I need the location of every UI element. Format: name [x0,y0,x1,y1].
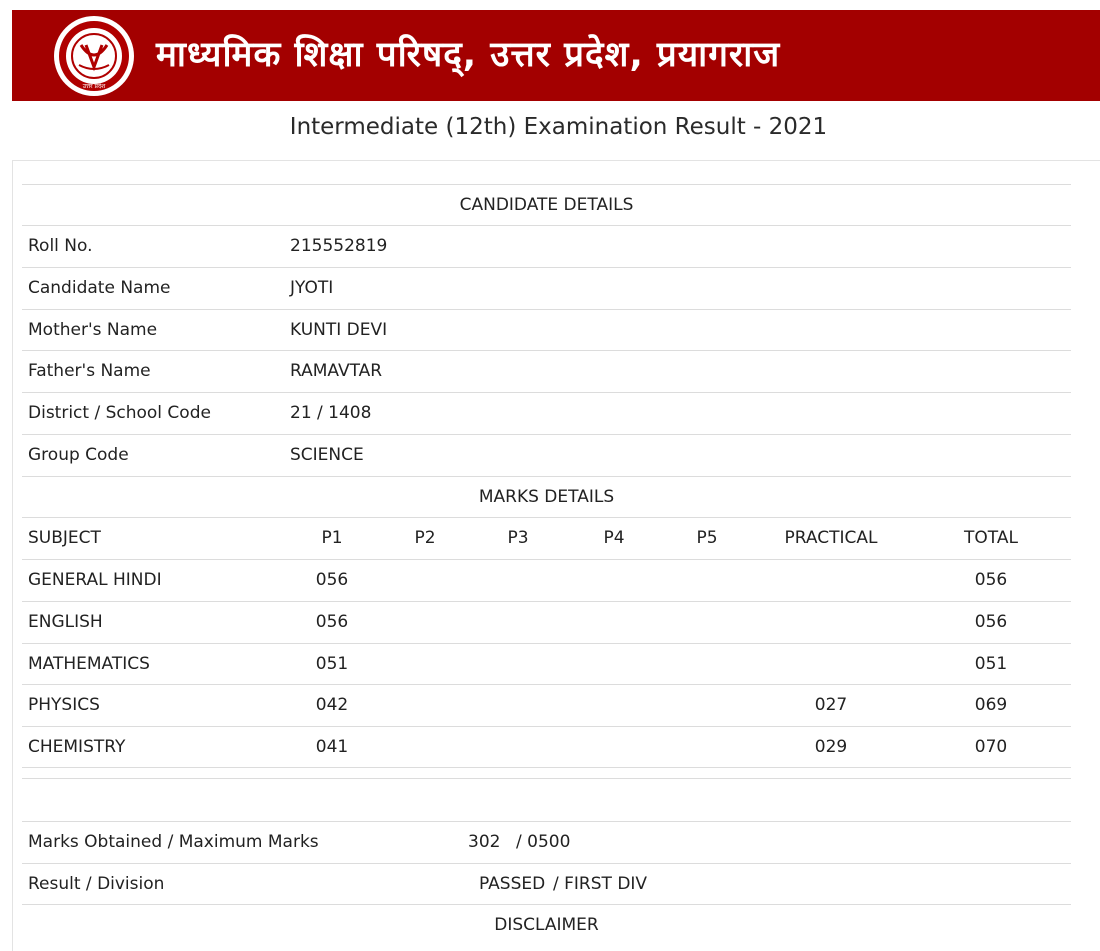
p1-cell: 041 [315,737,349,757]
result-value: PASSED [479,874,546,894]
col-header-practical: PRACTICAL [784,528,878,548]
col-header-subject: SUBJECT [28,528,101,548]
table-row [22,559,1071,601]
detail-label: Mother's Name [28,320,158,340]
detail-row-father [22,350,1071,392]
marks-summary-label: Marks Obtained / Maximum Marks [28,832,319,852]
detail-label: District / School Code [28,403,211,423]
practical-cell: 027 [814,695,848,715]
subject-cell: ENGLISH [28,612,103,632]
logo-text: उत्तर प्रदेश [82,83,106,90]
practical-cell: 029 [814,737,848,757]
detail-row-name [22,267,1071,309]
total-cell: 069 [974,695,1008,715]
total-cell: 070 [974,737,1008,757]
subject-cell: MATHEMATICS [28,654,150,674]
total-cell: 056 [974,612,1008,632]
detail-value: 21 / 1408 [290,403,372,423]
marks-details-heading: MARKS DETAILS [22,476,1071,518]
detail-value: 215552819 [290,236,388,256]
result-summary-row [22,863,1071,905]
subject-cell: CHEMISTRY [28,737,126,757]
detail-value: SCIENCE [290,445,364,465]
p1-cell: 056 [315,612,349,632]
table-row [22,684,1071,726]
division-value: / FIRST DIV [553,874,648,894]
subject-cell: PHYSICS [28,695,100,715]
table-bottom-divider [22,767,1071,768]
detail-value: KUNTI DEVI [290,320,388,340]
maximum-marks-value: / 0500 [516,832,571,852]
result-summary-label: Result / Division [28,874,165,894]
p1-cell: 051 [315,654,349,674]
marks-header-row [22,517,1071,559]
table-row [22,643,1071,685]
candidate-details-heading: CANDIDATE DETAILS [22,184,1071,226]
banner-title: माध्यमिक शिक्षा परिषद्, उत्तर प्रदेश, प्रयागराज [156,35,781,75]
total-cell: 056 [974,570,1008,590]
table-row [22,726,1071,768]
col-header-p2: P2 [414,528,436,548]
detail-row-roll [22,225,1071,267]
section-divider [22,778,1071,779]
detail-row-group [22,434,1071,476]
col-header-total: TOTAL [964,528,1018,548]
detail-label: Group Code [28,445,129,465]
board-logo-icon [53,15,135,97]
total-cell: 051 [974,654,1008,674]
header-banner [12,10,1100,101]
col-header-p5: P5 [696,528,718,548]
col-header-p4: P4 [603,528,625,548]
detail-label: Roll No. [28,236,93,256]
col-header-p1: P1 [321,528,343,548]
detail-value: JYOTI [290,278,334,298]
table-row [22,601,1071,643]
detail-label: Candidate Name [28,278,171,298]
detail-row-district [22,392,1071,434]
detail-value: RAMAVTAR [290,361,383,381]
detail-row-mother [22,309,1071,351]
detail-label: Father's Name [28,361,151,381]
disclaimer-heading: DISCLAIMER [22,904,1071,946]
marks-obtained-value: 302 [468,832,501,852]
col-header-p3: P3 [507,528,529,548]
subject-cell: GENERAL HINDI [28,570,162,590]
p1-cell: 042 [315,695,349,715]
page-title: Intermediate (12th) Examination Result - 2021 [289,114,828,140]
marks-summary-row [22,821,1071,863]
p1-cell: 056 [315,570,349,590]
